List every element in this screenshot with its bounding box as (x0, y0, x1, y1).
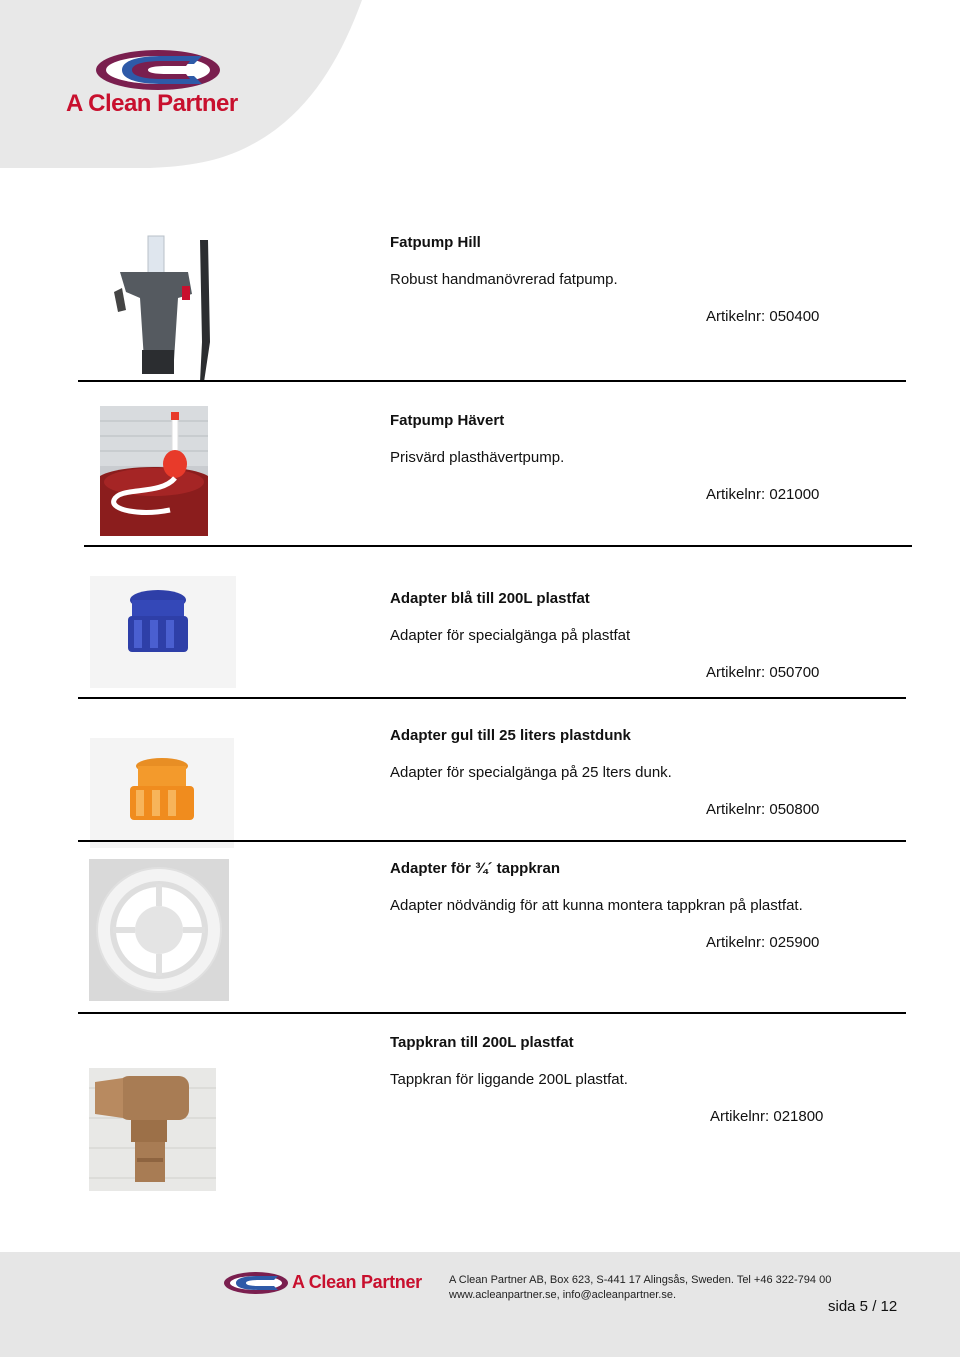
divider (84, 545, 912, 547)
product-title: Adapter blå till 200L plastfat (390, 590, 590, 607)
product-title: Fatpump Hill (390, 234, 481, 251)
product-description: Adapter för specialgänga på 25 lters dunk. (390, 764, 672, 781)
brand-name: A Clean Partner (66, 90, 238, 117)
product-description: Tappkran för liggande 200L plastfat. (390, 1071, 628, 1088)
product-title: Adapter gul till 25 liters plastdunk (390, 727, 631, 744)
divider (78, 1012, 906, 1014)
footer-address: A Clean Partner AB, Box 623, S-441 17 Alingsås, Sweden. Tel +46 322-794 00 (449, 1274, 832, 1286)
divider (78, 380, 906, 382)
divider (78, 840, 906, 842)
white-adapter-icon (89, 859, 229, 1001)
article-number: Artikelnr: 025900 (706, 934, 820, 951)
footer-brand-name: A Clean Partner (292, 1272, 422, 1292)
article-number: Artikelnr: 050400 (706, 308, 820, 325)
blue-adapter-icon (90, 576, 236, 688)
product-title: Tappkran till 200L plastfat (390, 1034, 574, 1051)
footer-logo-icon (222, 1270, 292, 1296)
product-description: Adapter nödvändig för att kunna montera tappkran på plastfat. (390, 897, 803, 914)
divider (78, 697, 906, 699)
footer-website-link[interactable]: www.acleanpartner.se, info@acleanpartner.se. (449, 1289, 677, 1301)
brand-logo-icon (62, 44, 262, 134)
product-description: Prisvärd plasthävertpump. (390, 449, 565, 466)
product-title: Fatpump Hävert (390, 412, 505, 429)
siphon-pump-icon (100, 406, 208, 536)
article-number: Artikelnr: 050800 (706, 801, 820, 818)
yellow-adapter-icon (90, 738, 234, 848)
page-number: sida 5 / 12 (828, 1298, 898, 1315)
article-number: Artikelnr: 021000 (706, 486, 820, 503)
footer (0, 1252, 960, 1357)
drum-pump-icon (108, 232, 218, 384)
product-title: Adapter för ¾´ tappkran (390, 860, 561, 877)
article-number: Artikelnr: 050700 (706, 664, 820, 681)
product-description: Robust handmanövrerad fatpump. (390, 271, 618, 288)
product-description: Adapter för specialgänga på plastfat (390, 627, 631, 644)
article-number: Artikelnr: 021800 (710, 1108, 824, 1125)
tap-icon (89, 1068, 216, 1191)
